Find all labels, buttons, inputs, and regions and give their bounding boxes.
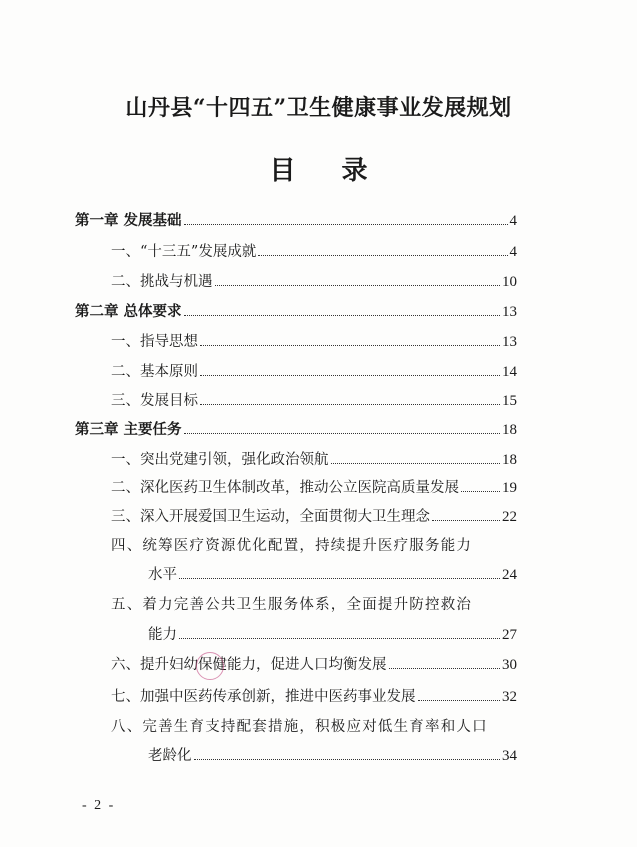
- toc-chapter-label: 第二章 总体要求: [75, 303, 182, 320]
- toc-page-number: 32: [502, 689, 517, 705]
- toc-page-number: 4: [509, 244, 517, 260]
- toc-entry-label: 二、深化医药卫生体制改革，推动公立医院高质量发展: [111, 480, 459, 496]
- dot-leader: [200, 345, 500, 346]
- toc-entry[interactable]: [111, 687, 517, 707]
- toc-entry-label: 二、挑战与机遇: [111, 274, 213, 290]
- dot-leader: [179, 578, 500, 579]
- dot-leader: [331, 463, 501, 464]
- toc-entry[interactable]: [111, 478, 517, 498]
- dot-leader: [184, 224, 508, 225]
- toc-page-number: 27: [502, 627, 517, 643]
- toc-chapter-label: 第一章 发展基础: [75, 212, 182, 229]
- toc-entry[interactable]: [148, 746, 517, 766]
- document-title: 山丹县“十四五”卫生健康事业发展规划: [125, 95, 512, 121]
- toc-entry[interactable]: [111, 332, 517, 352]
- toc-page-number: 18: [502, 452, 517, 468]
- toc-entry[interactable]: [148, 565, 517, 585]
- dot-leader: [179, 638, 500, 639]
- toc-entry[interactable]: [111, 272, 517, 292]
- toc-entry-label-continued: 能力: [148, 627, 177, 643]
- toc-entry-label: 五、着力完善公共卫生服务体系，全面提升防控救治: [111, 597, 473, 613]
- toc-page-number: 10: [502, 274, 517, 290]
- toc-entry[interactable]: [148, 625, 517, 645]
- toc-chapter-entry[interactable]: [75, 211, 517, 231]
- toc-entry-label: 一、“十三五”发展成就: [111, 244, 257, 260]
- toc-entry[interactable]: [111, 655, 517, 675]
- toc-entry-label: 二、基本原则: [111, 364, 198, 380]
- toc-entry-label: 六、提升妇幼保健能力，促进人口均衡发展: [111, 657, 387, 673]
- toc-entry[interactable]: [111, 362, 517, 382]
- toc-entry[interactable]: [111, 507, 517, 527]
- toc-page-number: 4: [509, 213, 517, 229]
- dot-leader: [418, 700, 501, 701]
- toc-page-number: 15: [502, 393, 517, 409]
- page-number: - 2 -: [82, 798, 116, 813]
- toc-page-number: 14: [502, 364, 517, 380]
- toc-entry-label: 七、加强中医药传承创新，推进中医药事业发展: [111, 689, 416, 705]
- toc-page-number: 24: [502, 567, 517, 583]
- toc-entry-label: 四、统筹医疗资源优化配置，持续提升医疗服务能力: [111, 538, 473, 554]
- dot-leader: [258, 255, 507, 256]
- dot-leader: [461, 491, 500, 492]
- toc-chapter-entry[interactable]: [75, 302, 517, 322]
- dot-leader: [432, 520, 500, 521]
- toc-entry[interactable]: [111, 391, 517, 411]
- toc-entry-label: 一、突出党建引领，强化政治领航: [111, 452, 329, 468]
- toc-entry-label-continued: 老龄化: [148, 748, 192, 764]
- toc-heading: 目录: [269, 156, 414, 186]
- toc-entry-label: 三、深入开展爱国卫生运动，全面贯彻大卫生理念: [111, 509, 430, 525]
- toc-page-number: 22: [502, 509, 517, 525]
- toc-page-number: 13: [502, 334, 517, 350]
- toc-page-number: 30: [502, 657, 517, 673]
- toc-page-number: 18: [502, 422, 517, 438]
- toc-entry-label: 一、指导思想: [111, 334, 198, 350]
- dot-leader: [194, 759, 501, 760]
- toc-entry-label: 八、完善生育支持配套措施，积极应对低生育率和人口: [111, 719, 488, 735]
- toc-page-number: 34: [502, 748, 517, 764]
- toc-entry[interactable]: [111, 450, 517, 470]
- toc-entry[interactable]: [111, 242, 517, 262]
- toc-entry-label-continued: 水平: [148, 567, 177, 583]
- dot-leader: [184, 315, 500, 316]
- toc-chapter-label: 第三章 主要任务: [75, 421, 182, 438]
- dot-leader: [184, 433, 500, 434]
- dot-leader: [215, 285, 501, 286]
- toc-page-number: 19: [502, 480, 517, 496]
- toc-entry-label: 三、发展目标: [111, 393, 198, 409]
- dot-leader: [200, 404, 500, 405]
- dot-leader: [389, 668, 501, 669]
- dot-leader: [200, 375, 500, 376]
- toc-chapter-entry[interactable]: [75, 420, 517, 440]
- toc-page-number: 13: [502, 304, 517, 320]
